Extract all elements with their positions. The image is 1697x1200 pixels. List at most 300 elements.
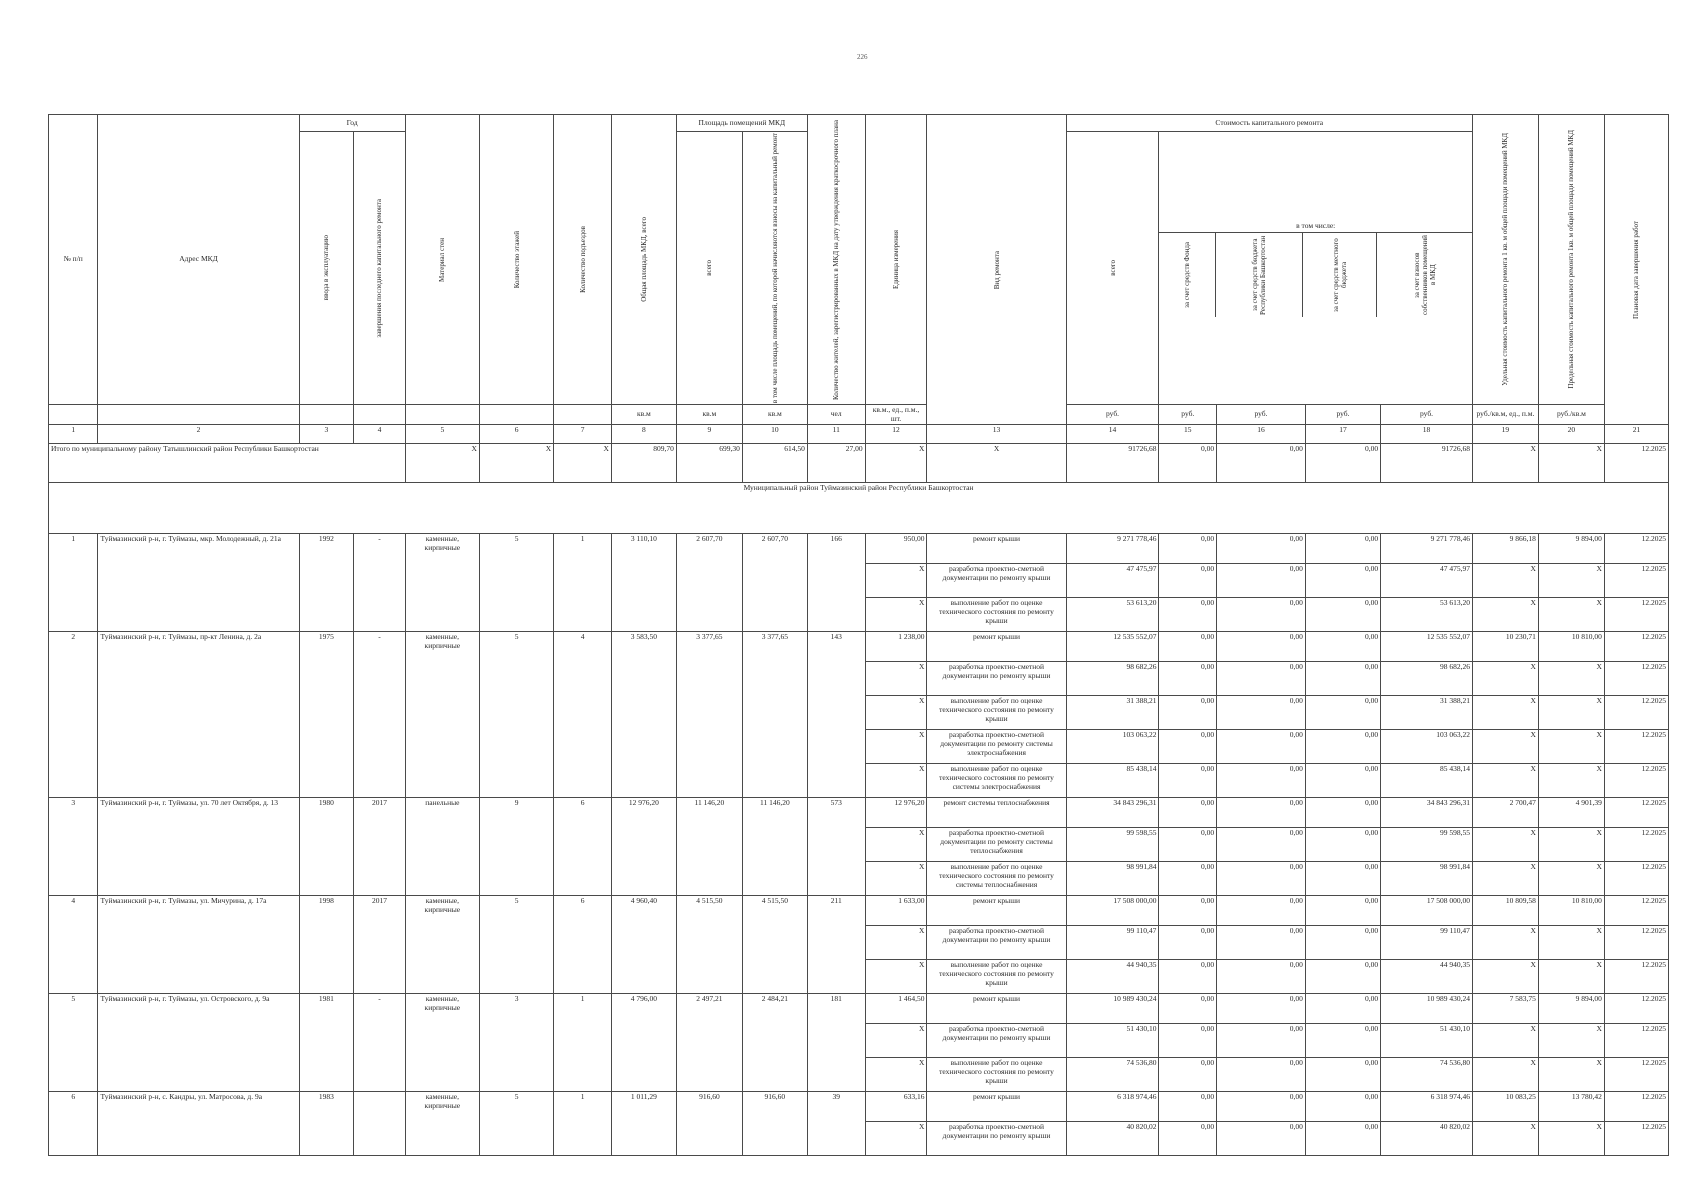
work-unit: 1 464,50 bbox=[865, 994, 927, 1024]
max-unit-cost: X bbox=[1538, 1122, 1604, 1156]
header-residents: Количество жителей, зарегистрированных в МКД на дату утверждения краткосрочного плана bbox=[807, 115, 865, 405]
wall-material: каменные, кирпичные bbox=[405, 632, 479, 798]
residents: 39 bbox=[807, 1092, 865, 1156]
cost-fund: 0,00 bbox=[1159, 960, 1217, 994]
plan-date: 12.2025 bbox=[1604, 896, 1668, 926]
cost-owners: 34 843 296,31 bbox=[1381, 798, 1473, 828]
header-cost-total: всего bbox=[1066, 132, 1159, 405]
cost-region-budget: 0,00 bbox=[1217, 564, 1306, 598]
cost-local-budget: 0,00 bbox=[1305, 730, 1380, 764]
premises-area: 11 146,20 bbox=[676, 798, 742, 896]
table-row bbox=[49, 896, 1669, 926]
cost-owners: 10 989 430,24 bbox=[1381, 994, 1473, 1024]
fee-area: 3 377,65 bbox=[742, 632, 807, 798]
work-unit: 950,00 bbox=[865, 534, 927, 564]
wall-material: каменные, кирпичные bbox=[405, 1092, 479, 1156]
plan-date: 12.2025 bbox=[1604, 696, 1668, 730]
unit-cost: X bbox=[1472, 1058, 1538, 1092]
cost-total: 10 989 430,24 bbox=[1066, 994, 1159, 1024]
header-repair-type: Вид ремонта bbox=[927, 115, 1066, 425]
premises-area: 2 497,21 bbox=[676, 994, 742, 1092]
unit-cost: X bbox=[1472, 926, 1538, 960]
repair-type: выполнение работ по оценке технического состояния по ремонту крыши bbox=[927, 960, 1066, 994]
column-number: 17 bbox=[1305, 425, 1380, 444]
cost-total: 74 536,80 bbox=[1066, 1058, 1159, 1092]
cost-region-budget: 0,00 bbox=[1217, 862, 1306, 896]
max-unit-cost: X bbox=[1538, 1058, 1604, 1092]
cost-owners: 47 475,97 bbox=[1381, 564, 1473, 598]
cost-total: 98 682,26 bbox=[1066, 662, 1159, 696]
cost-total: 98 991,84 bbox=[1066, 862, 1159, 896]
cost-owners: 6 318 974,46 bbox=[1381, 1092, 1473, 1122]
column-number: 12 bbox=[865, 425, 927, 444]
unit-cost: X bbox=[1472, 828, 1538, 862]
row-number: 1 bbox=[49, 534, 98, 632]
entrances: 1 bbox=[554, 534, 612, 632]
year-last-repair: - bbox=[354, 632, 406, 798]
table-row bbox=[49, 534, 1669, 564]
total-label: Итого по муниципальному району Татышлинский район Республики Башкортостан bbox=[49, 444, 406, 483]
plan-date: 12.2025 bbox=[1604, 862, 1668, 896]
max-unit-cost: 10 810,00 bbox=[1538, 896, 1604, 926]
cost-total: 51 430,10 bbox=[1066, 1024, 1159, 1058]
cost-region-budget: 0,00 bbox=[1217, 1122, 1306, 1156]
repair-type: разработка проектно-сметной документации по ремонту крыши bbox=[927, 662, 1066, 696]
cost-local-budget: 0,00 bbox=[1305, 534, 1380, 564]
year-commission: 1980 bbox=[299, 798, 354, 896]
repair-type: выполнение работ по оценке технического состояния по ремонту системы электроснабжения bbox=[927, 764, 1066, 798]
cost-region-budget: 0,00 bbox=[1217, 632, 1306, 662]
cost-region-budget: 0,00 bbox=[1217, 1058, 1306, 1092]
residents: 573 bbox=[807, 798, 865, 896]
header-unit: Единица измерения bbox=[865, 115, 927, 405]
fee-area: 2 484,21 bbox=[742, 994, 807, 1092]
wall-material: каменные, кирпичные bbox=[405, 896, 479, 994]
cost-region-budget: 0,00 bbox=[1217, 534, 1306, 564]
cost-local-budget: 0,00 bbox=[1305, 632, 1380, 662]
cost-fund: 0,00 bbox=[1159, 696, 1217, 730]
cost-region-budget: 0,00 bbox=[1217, 896, 1306, 926]
floors: 3 bbox=[479, 994, 553, 1092]
unit-cost: 10 809,58 bbox=[1472, 896, 1538, 926]
table-row bbox=[49, 798, 1669, 828]
floors: 9 bbox=[479, 798, 553, 896]
row-number: 5 bbox=[49, 994, 98, 1092]
header-entrances: Количество подъездов bbox=[554, 115, 612, 405]
total-row: Итого по муниципальному району Татышлинский район Республики Башкортостан X X X 809,70 699,30 614,50 27,00 X X 91726,68 0,00 0,00 0,00 91726,68 X X 12.2025 bbox=[49, 444, 1669, 483]
wall-material: панельные bbox=[405, 798, 479, 896]
cost-fund: 0,00 bbox=[1159, 1024, 1217, 1058]
work-unit: X bbox=[865, 1122, 927, 1156]
header-wall: Материал стен bbox=[405, 115, 479, 405]
page-number: 226 bbox=[857, 53, 868, 61]
header-area-group: Площадь помещений МКД bbox=[676, 115, 807, 132]
floors: 5 bbox=[479, 534, 553, 632]
unit-cost: X bbox=[1472, 730, 1538, 764]
max-unit-cost: 4 901,39 bbox=[1538, 798, 1604, 828]
column-number: 20 bbox=[1538, 425, 1604, 444]
column-number: 10 bbox=[742, 425, 807, 444]
year-last-repair: - bbox=[354, 534, 406, 632]
year-commission: 1992 bbox=[299, 534, 354, 632]
max-unit-cost: X bbox=[1538, 1024, 1604, 1058]
wall-material: каменные, кирпичные bbox=[405, 994, 479, 1092]
residents: 143 bbox=[807, 632, 865, 798]
work-unit: X bbox=[865, 564, 927, 598]
cost-total: 53 613,20 bbox=[1066, 598, 1159, 632]
cost-total: 47 475,97 bbox=[1066, 564, 1159, 598]
unit-cost: 10 230,71 bbox=[1472, 632, 1538, 662]
cost-total: 17 508 000,00 bbox=[1066, 896, 1159, 926]
building-address: Туймазинский р-н, г. Туймазы, пр-кт Ленина, д. 2а bbox=[98, 632, 299, 798]
cost-owners: 74 536,80 bbox=[1381, 1058, 1473, 1092]
cost-total: 103 063,22 bbox=[1066, 730, 1159, 764]
header-address: Адрес МКД bbox=[98, 115, 299, 405]
work-unit: X bbox=[865, 764, 927, 798]
plan-date: 12.2025 bbox=[1604, 534, 1668, 564]
cost-total: 34 843 296,31 bbox=[1066, 798, 1159, 828]
unit-cost: X bbox=[1472, 1122, 1538, 1156]
unit-cost: 7 583,75 bbox=[1472, 994, 1538, 1024]
entrances: 6 bbox=[554, 798, 612, 896]
header-cost-group: Стоимость капитального ремонта bbox=[1066, 115, 1472, 132]
unit-cost: X bbox=[1472, 564, 1538, 598]
cost-region-budget: 0,00 bbox=[1217, 764, 1306, 798]
repair-type: ремонт крыши bbox=[927, 896, 1066, 926]
header-area-total: всего bbox=[676, 132, 742, 405]
year-last-repair: - bbox=[354, 994, 406, 1092]
cost-owners: 44 940,35 bbox=[1381, 960, 1473, 994]
table-row bbox=[49, 994, 1669, 1024]
plan-date: 12.2025 bbox=[1604, 662, 1668, 696]
cost-owners: 40 820,02 bbox=[1381, 1122, 1473, 1156]
header-plan-date: Плановая дата завершения работ bbox=[1604, 115, 1668, 425]
row-number: 6 bbox=[49, 1092, 98, 1156]
header-max-cost: Предельная стоимость капитального ремонта 1кв. м общей площади помещений МКД bbox=[1538, 115, 1604, 405]
total-area: 3 583,50 bbox=[611, 632, 676, 798]
unit-cost: X bbox=[1472, 662, 1538, 696]
cost-fund: 0,00 bbox=[1159, 1122, 1217, 1156]
cost-owners: 103 063,22 bbox=[1381, 730, 1473, 764]
cost-local-budget: 0,00 bbox=[1305, 828, 1380, 862]
max-unit-cost: 13 780,42 bbox=[1538, 1092, 1604, 1122]
table-row bbox=[49, 632, 1669, 662]
cost-total: 12 535 552,07 bbox=[1066, 632, 1159, 662]
cost-fund: 0,00 bbox=[1159, 534, 1217, 564]
cost-owners: 85 438,14 bbox=[1381, 764, 1473, 798]
year-commission: 1975 bbox=[299, 632, 354, 798]
cost-fund: 0,00 bbox=[1159, 862, 1217, 896]
premises-area: 916,60 bbox=[676, 1092, 742, 1156]
repair-type: ремонт крыши bbox=[927, 1092, 1066, 1122]
residents: 181 bbox=[807, 994, 865, 1092]
plan-date: 12.2025 bbox=[1604, 960, 1668, 994]
repair-type: ремонт системы теплоснабжения bbox=[927, 798, 1066, 828]
unit-cost: X bbox=[1472, 862, 1538, 896]
cost-total: 31 388,21 bbox=[1066, 696, 1159, 730]
work-unit: X bbox=[865, 1024, 927, 1058]
work-unit: 12 976,20 bbox=[865, 798, 927, 828]
floors: 5 bbox=[479, 1092, 553, 1156]
cost-local-budget: 0,00 bbox=[1305, 862, 1380, 896]
column-number: 19 bbox=[1472, 425, 1538, 444]
column-number: 3 bbox=[299, 425, 354, 444]
work-unit: X bbox=[865, 730, 927, 764]
repair-type: разработка проектно-сметной документации по ремонту системы теплоснабжения bbox=[927, 828, 1066, 862]
cost-region-budget: 0,00 bbox=[1217, 730, 1306, 764]
cost-local-budget: 0,00 bbox=[1305, 896, 1380, 926]
unit-cost: X bbox=[1472, 764, 1538, 798]
repair-type: разработка проектно-сметной документации по ремонту крыши bbox=[927, 1024, 1066, 1058]
column-number: 7 bbox=[554, 425, 612, 444]
cost-local-budget: 0,00 bbox=[1305, 1058, 1380, 1092]
cost-local-budget: 0,00 bbox=[1305, 1122, 1380, 1156]
total-area: 3 110,10 bbox=[611, 534, 676, 632]
repair-type: выполнение работ по оценке технического состояния по ремонту крыши bbox=[927, 598, 1066, 632]
residents: 211 bbox=[807, 896, 865, 994]
row-number: 3 bbox=[49, 798, 98, 896]
cost-owners: 98 682,26 bbox=[1381, 662, 1473, 696]
cost-local-budget: 0,00 bbox=[1305, 798, 1380, 828]
unit-cost: X bbox=[1472, 598, 1538, 632]
total-area: 4 796,00 bbox=[611, 994, 676, 1092]
max-unit-cost: X bbox=[1538, 730, 1604, 764]
work-unit: X bbox=[865, 662, 927, 696]
work-unit: X bbox=[865, 828, 927, 862]
capital-repair-plan-table bbox=[48, 114, 1669, 1156]
repair-type: разработка проектно-сметной документации по ремонту системы электроснабжения bbox=[927, 730, 1066, 764]
entrances: 4 bbox=[554, 632, 612, 798]
cost-fund: 0,00 bbox=[1159, 926, 1217, 960]
row-number: 4 bbox=[49, 896, 98, 994]
plan-date: 12.2025 bbox=[1604, 764, 1668, 798]
plan-date: 12.2025 bbox=[1604, 632, 1668, 662]
cost-total: 44 940,35 bbox=[1066, 960, 1159, 994]
cost-owners: 9 271 778,46 bbox=[1381, 534, 1473, 564]
max-unit-cost: X bbox=[1538, 862, 1604, 896]
building-address: Туймазинский р-н, с. Кандры, ул. Матросова, д. 9а bbox=[98, 1092, 299, 1156]
building-address: Туймазинский р-н, г. Туймазы, ул. Мичурина, д. 17а bbox=[98, 896, 299, 994]
header-floors: Количество этажей bbox=[479, 115, 553, 405]
unit-cost: X bbox=[1472, 960, 1538, 994]
column-number: 5 bbox=[405, 425, 479, 444]
cost-fund: 0,00 bbox=[1159, 764, 1217, 798]
wall-material: каменные, кирпичные bbox=[405, 534, 479, 632]
repair-type: выполнение работ по оценке технического состояния по ремонту системы теплоснабжения bbox=[927, 862, 1066, 896]
max-unit-cost: X bbox=[1538, 564, 1604, 598]
table-row bbox=[49, 1092, 1669, 1122]
work-unit: X bbox=[865, 1058, 927, 1092]
year-commission: 1981 bbox=[299, 994, 354, 1092]
column-number: 11 bbox=[807, 425, 865, 444]
header-year-commission: ввода в эксплуатацию bbox=[299, 132, 354, 405]
total-area: 12 976,20 bbox=[611, 798, 676, 896]
cost-local-budget: 0,00 bbox=[1305, 662, 1380, 696]
max-unit-cost: X bbox=[1538, 598, 1604, 632]
cost-total: 40 820,02 bbox=[1066, 1122, 1159, 1156]
entrances: 6 bbox=[554, 896, 612, 994]
cost-fund: 0,00 bbox=[1159, 662, 1217, 696]
plan-date: 12.2025 bbox=[1604, 730, 1668, 764]
work-unit: 1 633,00 bbox=[865, 896, 927, 926]
cost-fund: 0,00 bbox=[1159, 994, 1217, 1024]
cost-local-budget: 0,00 bbox=[1305, 1024, 1380, 1058]
unit-cost: 2 700,47 bbox=[1472, 798, 1538, 828]
max-unit-cost: X bbox=[1538, 764, 1604, 798]
cost-region-budget: 0,00 bbox=[1217, 696, 1306, 730]
plan-date: 12.2025 bbox=[1604, 1024, 1668, 1058]
premises-area: 4 515,50 bbox=[676, 896, 742, 994]
header-cost-incl: в том числе: за счет средств Фонда за счет средств бюджета Республики Башкортостан за счет средств местного бюджета за счет взносов собственников помещений в МКД bbox=[1159, 132, 1473, 405]
column-number: 15 bbox=[1159, 425, 1217, 444]
column-numbers-row bbox=[49, 425, 1669, 444]
cost-owners: 98 991,84 bbox=[1381, 862, 1473, 896]
cost-region-budget: 0,00 bbox=[1217, 926, 1306, 960]
column-number: 13 bbox=[927, 425, 1066, 444]
cost-local-budget: 0,00 bbox=[1305, 994, 1380, 1024]
header-row-1 bbox=[49, 115, 1669, 132]
max-unit-cost: 10 810,00 bbox=[1538, 632, 1604, 662]
cost-local-budget: 0,00 bbox=[1305, 926, 1380, 960]
repair-type: ремонт крыши bbox=[927, 534, 1066, 564]
cost-fund: 0,00 bbox=[1159, 828, 1217, 862]
column-number: 14 bbox=[1066, 425, 1159, 444]
plan-date: 12.2025 bbox=[1604, 1092, 1668, 1122]
cost-local-budget: 0,00 bbox=[1305, 1092, 1380, 1122]
plan-date: 12.2025 bbox=[1604, 1058, 1668, 1092]
total-area: 1 011,29 bbox=[611, 1092, 676, 1156]
cost-fund: 0,00 bbox=[1159, 798, 1217, 828]
header-num: № п/п bbox=[49, 115, 98, 405]
cost-region-budget: 0,00 bbox=[1217, 828, 1306, 862]
cost-owners: 51 430,10 bbox=[1381, 1024, 1473, 1058]
cost-local-budget: 0,00 bbox=[1305, 564, 1380, 598]
total-area: 4 960,40 bbox=[611, 896, 676, 994]
residents: 166 bbox=[807, 534, 865, 632]
region-title: Муниципальный район Туймазинский район Республики Башкортостан bbox=[49, 483, 1669, 534]
column-number: 18 bbox=[1381, 425, 1473, 444]
cost-owners: 99 598,55 bbox=[1381, 828, 1473, 862]
cost-total: 9 271 778,46 bbox=[1066, 534, 1159, 564]
year-commission: 1998 bbox=[299, 896, 354, 994]
building-address: Туймазинский р-н, г. Туймазы, мкр. Молодежный, д. 21а bbox=[98, 534, 299, 632]
cost-region-budget: 0,00 bbox=[1217, 1092, 1306, 1122]
header-year-last-repair: завершения последнего капитального ремонта bbox=[354, 132, 406, 405]
max-unit-cost: X bbox=[1538, 662, 1604, 696]
repair-type: ремонт крыши bbox=[927, 632, 1066, 662]
fee-area: 4 515,50 bbox=[742, 896, 807, 994]
column-number: 2 bbox=[98, 425, 299, 444]
fee-area: 11 146,20 bbox=[742, 798, 807, 896]
units-row: кв.м кв.м кв.м чел кв.м., ед., п.м., шт. руб. руб. руб. руб. руб. руб./кв.м, ед., п.м. руб./кв.м bbox=[49, 405, 1669, 425]
repair-type: ремонт крыши bbox=[927, 994, 1066, 1024]
work-unit: 1 238,00 bbox=[865, 632, 927, 662]
entrances: 1 bbox=[554, 1092, 612, 1156]
cost-fund: 0,00 bbox=[1159, 632, 1217, 662]
column-number: 4 bbox=[354, 425, 406, 444]
cost-region-budget: 0,00 bbox=[1217, 960, 1306, 994]
premises-area: 3 377,65 bbox=[676, 632, 742, 798]
unit-cost: X bbox=[1472, 1024, 1538, 1058]
cost-total: 99 110,47 bbox=[1066, 926, 1159, 960]
plan-date: 12.2025 bbox=[1604, 994, 1668, 1024]
work-unit: X bbox=[865, 598, 927, 632]
unit-cost: 9 866,18 bbox=[1472, 534, 1538, 564]
building-address: Туймазинский р-н, г. Туймазы, ул. Островского, д. 9а bbox=[98, 994, 299, 1092]
column-number: 9 bbox=[676, 425, 742, 444]
column-number: 1 bbox=[49, 425, 98, 444]
cost-fund: 0,00 bbox=[1159, 1092, 1217, 1122]
cost-local-budget: 0,00 bbox=[1305, 696, 1380, 730]
plan-date: 12.2025 bbox=[1604, 1122, 1668, 1156]
cost-region-budget: 0,00 bbox=[1217, 598, 1306, 632]
cost-owners: 17 508 000,00 bbox=[1381, 896, 1473, 926]
column-number: 6 bbox=[479, 425, 553, 444]
fee-area: 916,60 bbox=[742, 1092, 807, 1156]
plan-date: 12.2025 bbox=[1604, 798, 1668, 828]
max-unit-cost: X bbox=[1538, 696, 1604, 730]
unit-cost: X bbox=[1472, 696, 1538, 730]
cost-region-budget: 0,00 bbox=[1217, 1024, 1306, 1058]
building-address: Туймазинский р-н, г. Туймазы, ул. 70 лет Октября, д. 13 bbox=[98, 798, 299, 896]
work-unit: X bbox=[865, 862, 927, 896]
row-number: 2 bbox=[49, 632, 98, 798]
column-number: 21 bbox=[1604, 425, 1668, 444]
work-unit: X bbox=[865, 696, 927, 730]
repair-type: разработка проектно-сметной документации по ремонту крыши bbox=[927, 926, 1066, 960]
cost-fund: 0,00 bbox=[1159, 730, 1217, 764]
header-area-fee: в том числе площадь помещений, по которой начисляются взносы на капитальный ремонт bbox=[742, 132, 807, 405]
cost-owners: 99 110,47 bbox=[1381, 926, 1473, 960]
column-number: 16 bbox=[1217, 425, 1306, 444]
header-year-group: Год bbox=[299, 115, 405, 132]
region-row bbox=[49, 483, 1669, 534]
header-unit-cost: Удельная стоимость капитального ремонта 1 кв. м общей площади помещений МКД bbox=[1472, 115, 1538, 405]
cost-owners: 53 613,20 bbox=[1381, 598, 1473, 632]
column-number: 8 bbox=[611, 425, 676, 444]
repair-type: выполнение работ по оценке технического состояния по ремонту крыши bbox=[927, 696, 1066, 730]
work-unit: 633,16 bbox=[865, 1092, 927, 1122]
cost-fund: 0,00 bbox=[1159, 896, 1217, 926]
year-last-repair: 2017 bbox=[354, 798, 406, 896]
plan-date: 12.2025 bbox=[1604, 926, 1668, 960]
cost-total: 85 438,14 bbox=[1066, 764, 1159, 798]
entrances: 1 bbox=[554, 994, 612, 1092]
repair-type: выполнение работ по оценке технического состояния по ремонту крыши bbox=[927, 1058, 1066, 1092]
plan-date: 12.2025 bbox=[1604, 564, 1668, 598]
cost-fund: 0,00 bbox=[1159, 598, 1217, 632]
premises-area: 2 607,70 bbox=[676, 534, 742, 632]
cost-fund: 0,00 bbox=[1159, 564, 1217, 598]
cost-region-budget: 0,00 bbox=[1217, 662, 1306, 696]
cost-total: 6 318 974,46 bbox=[1066, 1092, 1159, 1122]
floors: 5 bbox=[479, 632, 553, 798]
max-unit-cost: X bbox=[1538, 926, 1604, 960]
cost-fund: 0,00 bbox=[1159, 1058, 1217, 1092]
max-unit-cost: X bbox=[1538, 960, 1604, 994]
unit-cost: 10 083,25 bbox=[1472, 1092, 1538, 1122]
header-total-area: Общая площадь МКД, всего bbox=[611, 115, 676, 405]
plan-date: 12.2025 bbox=[1604, 598, 1668, 632]
cost-total: 99 598,55 bbox=[1066, 828, 1159, 862]
repair-type: разработка проектно-сметной документации по ремонту крыши bbox=[927, 1122, 1066, 1156]
work-unit: X bbox=[865, 926, 927, 960]
work-unit: X bbox=[865, 960, 927, 994]
cost-local-budget: 0,00 bbox=[1305, 960, 1380, 994]
cost-local-budget: 0,00 bbox=[1305, 598, 1380, 632]
year-last-repair bbox=[354, 1092, 406, 1156]
repair-type: разработка проектно-сметной документации по ремонту крыши bbox=[927, 564, 1066, 598]
